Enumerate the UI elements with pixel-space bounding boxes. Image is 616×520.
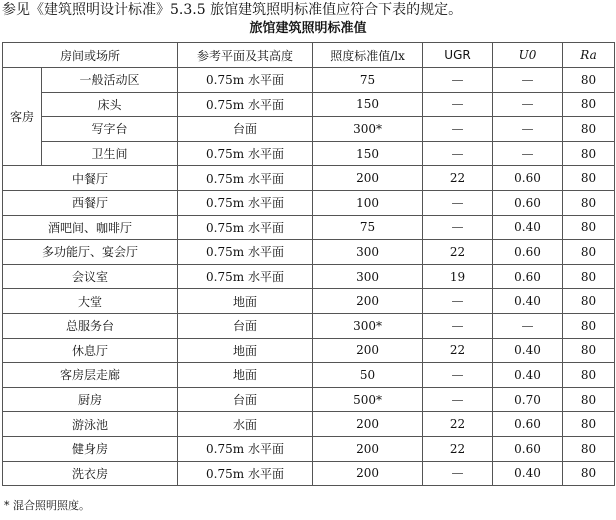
u0-cell: 0.40 xyxy=(493,215,563,240)
table-row xyxy=(3,363,615,388)
room-cell: 一般活动区 xyxy=(42,68,178,93)
room-cell: 床头 xyxy=(42,92,178,117)
ra-cell: 80 xyxy=(563,68,615,93)
header-ugr xyxy=(423,43,493,68)
u0-cell: — xyxy=(493,117,563,142)
table-caption: 旅馆建筑照明标准值 xyxy=(249,21,367,36)
lux-cell: 75 xyxy=(313,215,423,240)
lux-cell: 300 xyxy=(313,240,423,265)
plane-cell: 0.75m 水平面 xyxy=(178,461,313,486)
ra-cell: 80 xyxy=(563,215,615,240)
table-row xyxy=(3,215,615,240)
room-cell: 游泳池 xyxy=(3,412,178,437)
ugr-cell: — xyxy=(423,68,493,93)
header-lux: 照度标准值/lx xyxy=(313,43,423,68)
ugr-cell: — xyxy=(423,313,493,338)
ra-cell: 80 xyxy=(563,436,615,461)
table-row xyxy=(3,240,615,265)
room-cell: 西餐厅 xyxy=(3,190,178,215)
ra-cell: 80 xyxy=(563,264,615,289)
table-row xyxy=(3,412,615,437)
table-row xyxy=(3,289,615,314)
ugr-cell: — xyxy=(423,363,493,388)
footnote: * 混合照明照度。 xyxy=(4,499,90,512)
ra-cell: 80 xyxy=(563,289,615,314)
u0-cell: — xyxy=(493,68,563,93)
table-row xyxy=(3,141,615,166)
ugr-cell: 22 xyxy=(423,240,493,265)
ugr-cell: 22 xyxy=(423,436,493,461)
lux-cell: 300* xyxy=(313,117,423,142)
ugr-cell: — xyxy=(423,461,493,486)
ra-cell: 80 xyxy=(563,363,615,388)
header-ugr-text: UGR xyxy=(444,48,471,62)
room-cell: 健身房 xyxy=(3,436,178,461)
header-ra xyxy=(563,43,615,68)
u0-cell: 0.60 xyxy=(493,264,563,289)
ra-cell: 80 xyxy=(563,338,615,363)
plane-cell: 0.75m 水平面 xyxy=(178,141,313,166)
u0-cell: 0.40 xyxy=(493,338,563,363)
ra-cell: 80 xyxy=(563,412,615,437)
plane-cell: 台面 xyxy=(178,313,313,338)
u0-cell: 0.40 xyxy=(493,461,563,486)
header-ra-text: Ra xyxy=(580,48,597,62)
u0-cell: 0.60 xyxy=(493,436,563,461)
room-cell: 客房层走廊 xyxy=(3,363,178,388)
ugr-cell: — xyxy=(423,215,493,240)
group-label-guest-room: 客房 xyxy=(3,68,42,166)
header-u0-text: U0 xyxy=(518,48,537,62)
table-row xyxy=(3,190,615,215)
ra-cell: 80 xyxy=(563,240,615,265)
ugr-cell: 22 xyxy=(423,166,493,191)
ugr-cell: 19 xyxy=(423,264,493,289)
plane-cell: 台面 xyxy=(178,117,313,142)
plane-cell: 0.75m 水平面 xyxy=(178,68,313,93)
room-cell: 多功能厅、宴会厅 xyxy=(3,240,178,265)
plane-cell: 0.75m 水平面 xyxy=(178,190,313,215)
ra-cell: 80 xyxy=(563,117,615,142)
u0-cell: — xyxy=(493,141,563,166)
table-row xyxy=(3,338,615,363)
u0-cell: 0.60 xyxy=(493,240,563,265)
plane-cell: 0.75m 水平面 xyxy=(178,215,313,240)
room-cell: 卫生间 xyxy=(42,141,178,166)
u0-cell: 0.40 xyxy=(493,289,563,314)
room-cell: 休息厅 xyxy=(3,338,178,363)
u0-cell: — xyxy=(493,92,563,117)
room-cell: 厨房 xyxy=(3,387,178,412)
ugr-cell: 22 xyxy=(423,412,493,437)
lux-cell: 150 xyxy=(313,92,423,117)
u0-cell: 0.60 xyxy=(493,190,563,215)
ugr-cell: — xyxy=(423,141,493,166)
header-plane: 参考平面及其高度 xyxy=(178,43,313,68)
ugr-cell: — xyxy=(423,387,493,412)
ra-cell: 80 xyxy=(563,166,615,191)
ra-cell: 80 xyxy=(563,461,615,486)
lux-cell: 200 xyxy=(313,289,423,314)
plane-cell: 0.75m 水平面 xyxy=(178,436,313,461)
table-row xyxy=(3,68,615,93)
ra-cell: 80 xyxy=(563,190,615,215)
lux-cell: 200 xyxy=(313,436,423,461)
table-row xyxy=(3,117,615,142)
table-row xyxy=(3,387,615,412)
table-row xyxy=(3,166,615,191)
lux-cell: 300 xyxy=(313,264,423,289)
u0-cell: 0.40 xyxy=(493,363,563,388)
lux-cell: 200 xyxy=(313,338,423,363)
room-cell: 中餐厅 xyxy=(3,166,178,191)
room-cell: 酒吧间、咖啡厅 xyxy=(3,215,178,240)
plane-cell: 0.75m 水平面 xyxy=(178,264,313,289)
lighting-standards-table xyxy=(2,42,615,486)
ra-cell: 80 xyxy=(563,313,615,338)
plane-cell: 地面 xyxy=(178,289,313,314)
plane-cell: 0.75m 水平面 xyxy=(178,240,313,265)
u0-cell: — xyxy=(493,313,563,338)
u0-cell: 0.60 xyxy=(493,166,563,191)
table-row xyxy=(3,461,615,486)
ugr-cell: 22 xyxy=(423,338,493,363)
ugr-cell: — xyxy=(423,190,493,215)
ugr-cell: — xyxy=(423,289,493,314)
plane-cell: 0.75m 水平面 xyxy=(178,92,313,117)
room-cell: 洗衣房 xyxy=(3,461,178,486)
lux-cell: 500* xyxy=(313,387,423,412)
u0-cell: 0.70 xyxy=(493,387,563,412)
header-u0 xyxy=(493,43,563,68)
lux-cell: 200 xyxy=(313,461,423,486)
table-row xyxy=(3,264,615,289)
plane-cell: 地面 xyxy=(178,338,313,363)
plane-cell: 0.75m 水平面 xyxy=(178,166,313,191)
room-cell: 会议室 xyxy=(3,264,178,289)
lux-cell: 75 xyxy=(313,68,423,93)
lux-cell: 300* xyxy=(313,313,423,338)
ugr-cell: — xyxy=(423,92,493,117)
table-row xyxy=(3,313,615,338)
lux-cell: 50 xyxy=(313,363,423,388)
lux-cell: 200 xyxy=(313,412,423,437)
plane-cell: 水面 xyxy=(178,412,313,437)
ra-cell: 80 xyxy=(563,387,615,412)
header-room: 房间或场所 xyxy=(3,43,178,68)
header-row xyxy=(3,43,615,68)
u0-cell: 0.60 xyxy=(493,412,563,437)
lux-cell: 200 xyxy=(313,166,423,191)
plane-cell: 地面 xyxy=(178,363,313,388)
room-cell: 写字台 xyxy=(42,117,178,142)
table-row xyxy=(3,436,615,461)
intro-text: 参见《建筑照明设计标准》5.3.5 旅馆建筑照明标准值应符合下表的规定。 xyxy=(2,2,463,18)
ra-cell: 80 xyxy=(563,141,615,166)
room-cell: 大堂 xyxy=(3,289,178,314)
plane-cell: 台面 xyxy=(178,387,313,412)
ugr-cell: — xyxy=(423,117,493,142)
ra-cell: 80 xyxy=(563,92,615,117)
table-row xyxy=(3,92,615,117)
room-cell: 总服务台 xyxy=(3,313,178,338)
lux-cell: 150 xyxy=(313,141,423,166)
lux-cell: 100 xyxy=(313,190,423,215)
